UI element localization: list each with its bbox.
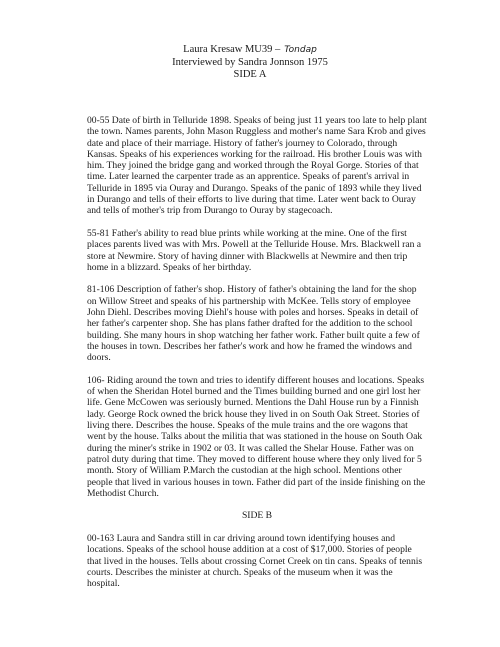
paragraph-106: 106- Riding around the town and tries to identify different houses and locations. Speaks of when the Sheridan Hotel burned and the Times building burned and one girl lost her life. Gene McCowen was seriously burned. Mentions the Dahl House run by a Finnish lady. George Rock owned the brick house they lived in on South Oak Street. Stories of living there. Describes the house. Speaks of the mule trains and the ore wagons that went by the house. Talks about the militia that was stationed in the house on South Oak during the miner's strike in 1902 or 03. It was called the Shelar House. Father was on patrol duty during that time. They moved to different house where they only lived for 5 month. Story of William P.March the custodian at the high school. Mentions other people that lived in various houses in town. Father did part of the inside finishing on the Methodist Church. — [87, 374, 426, 499]
side-a-heading: SIDE A — [233, 69, 267, 80]
document-header — [0, 44, 500, 82]
interviewer-line: Interviewed by Sandra Jonnson 1975 — [172, 56, 328, 68]
paragraph-55-81: 55-81 Father's ability to read blue prints while working at the mine. One of the first places parents lived was with Mrs. Powell at the Telluride House. Mrs. Blackwell ran a store at Newmire. Story of having dinner with Blackwells at Newmire and then trip home in a blizzard. Speaks of her birthday. — [87, 227, 422, 273]
title-line — [0, 44, 500, 57]
paragraph-00-163: 00-163 Laura and Sandra still in car driving around town identifying houses and locations. Speaks of the school house addition at a cost of $17,000. Stories of people that lived in the houses. Tells about crossing Cornet Creek on tin cans. Speaks of tennis courts. Describes the minister at church. Speaks of the museum when it was the hospital. — [87, 532, 423, 590]
handwritten-annotation: Tondap — [284, 45, 317, 55]
side-b-heading: SIDE B — [241, 510, 273, 522]
document-title: Laura Kresaw MU39 – — [183, 44, 281, 55]
paragraph-81-106: 81-106 Description of father's shop. History of father's obtaining the land for the shop on Willow Street and speaks of his partnership with McKee. Tells story of employee John Diehl. Describes moving Diehl's house with poles and horses. Speaks in detail of her father's carpenter shop. She has plans father drafted for the addition to the school building. She many hours in shop watching her father work. Father built quite a few of the houses in town. Describes her father's work and how he framed the windows and doors. — [87, 284, 420, 364]
paragraph-00-55: 00-55 Date of birth in Telluride 1898. Speaks of being just 11 years too late to help plant the town. Names parents, John Mason Ruggless and mother's name Sara Krob and gives date and place of their marriage. History of father's journey to Colorado, through Kansas. Speaks of his experiences working for the railroad. His brother Louis was with him. They joined the bridge gang and worked through the Royal Gorge. Stories of that time. Later learned the carpenter trade as an apprentice. Speaks of parent's arrival in Telluride in 1895 via Ouray and Durango. Speaks of the panic of 1893 while they lived in Durango and tells of their efforts to live during that time. Later went back to Ouray and tells of mother's trip from Durango to Ouray by stagecoach. — [87, 115, 427, 217]
document-body — [87, 115, 427, 601]
